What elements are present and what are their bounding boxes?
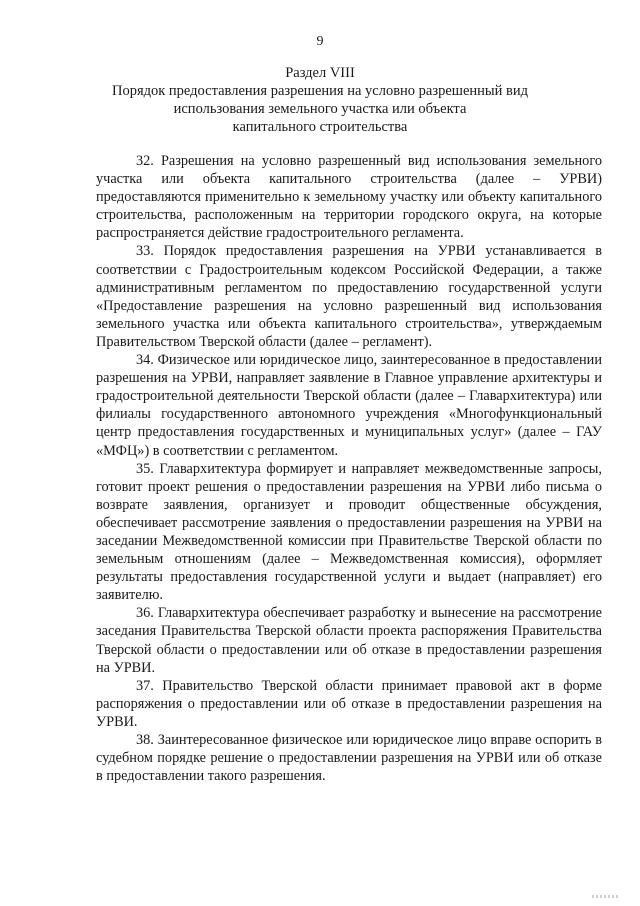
scan-mark bbox=[592, 895, 618, 898]
paragraph-32: 32. Разрешения на условно разрешенный вид использования земельного участка или объекта капитального строительства (далее – УРВИ) предоставляются применительно к земельному участку или объекту капитального строительства, расположенным на территории городского округа, на которые распространяется действие градостроительного регламента. bbox=[96, 153, 602, 242]
section-title: Раздел VIII bbox=[285, 65, 355, 81]
page-number: 9 bbox=[316, 34, 324, 49]
paragraph-34: 34. Физическое или юридическое лицо, заинтересованное в предоставлении разрешения на УРВИ, направляет заявление в Главное управление архитектуры и градостроительной деятельности Тверской области (далее – Главархитектура) или филиалы государственного автономного учреждения «Многофункциональный центр предоставления государственных и муниципальных услуг» (далее – ГАУ «МФЦ») в соответствии с регламентом. bbox=[96, 352, 602, 459]
paragraph-37: 37. Правительство Тверской области принимает правовой акт в форме распоряжения о предоставлении или об отказе в предоставлении разрешения на УРВИ. bbox=[96, 677, 602, 730]
section-heading-line: капитального строительства bbox=[232, 119, 408, 135]
section-heading-line: Порядок предоставления разрешения на условно разрешенный вид bbox=[111, 83, 529, 99]
section-heading bbox=[100, 64, 540, 136]
paragraph-36: 36. Главархитектура обеспечивает разработку и вынесение на рассмотрение заседания Правительства Тверской области проекта распоряжения Правительства Тверской области о предоставлении или об отказе в предоставлении разрешения на УРВИ. bbox=[96, 605, 602, 676]
section-heading-line: использования земельного участка или объекта bbox=[173, 101, 467, 117]
document-body bbox=[96, 152, 602, 785]
paragraph-33: 33. Порядок предоставления разрешения на УРВИ устанавливается в соответствии с Градостроительным кодексом Российской Федерации, а также административным регламентом по предоставлению государственной услуги «Предоставление разрешения на условно разрешенный вид использования земельного участка или объекта капитального строительства», утверждаемым Правительством Тверской области (далее – регламент). bbox=[96, 243, 602, 350]
paragraph-35: 35. Главархитектура формирует и направляет межведомственные запросы, готовит проект решения о предоставлении разрешения на УРВИ либо письма о возврате заявления, организует и проводит общественные обсуждения, обеспечивает рассмотрение заявления о предоставлении разрешения на УРВИ на заседании Межведомственной комиссии при Правительстве Тверской области по земельным отношениям (далее – Межведомственная комиссия), оформляет результаты предоставления государственной услуги и выдает (направляет) его заявителю. bbox=[96, 460, 602, 604]
paragraph-38: 38. Заинтересованное физическое или юридическое лицо вправе оспорить в судебном порядке решение о предоставлении разрешения на УРВИ или об отказе в предоставлении такого разрешения. bbox=[96, 732, 602, 785]
